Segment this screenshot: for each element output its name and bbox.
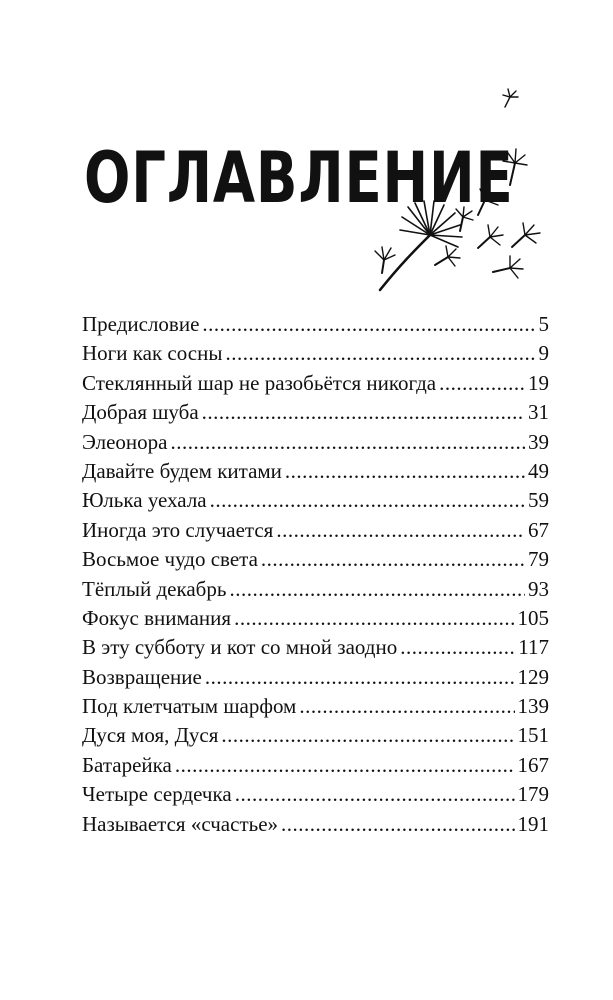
toc-leader-dots xyxy=(202,312,535,337)
toc-entry-page: 19 xyxy=(528,370,549,395)
toc-leader-dots xyxy=(439,371,525,396)
toc-entry-page: 31 xyxy=(528,400,549,425)
toc-entry-page: 67 xyxy=(528,517,549,542)
toc-leader-dots xyxy=(205,665,515,690)
toc-entry[interactable] xyxy=(82,312,549,341)
toc-entry[interactable] xyxy=(82,694,549,723)
toc-entry-title: Юлька уехала xyxy=(82,488,207,513)
toc-entry-title: Фокус внимания xyxy=(82,605,232,630)
toc-entry-page: 191 xyxy=(517,811,549,836)
toc-leader-dots xyxy=(261,547,525,572)
toc-entry-title: Тёплый декабрь xyxy=(82,576,227,601)
toc-entry-title: Ноги как сосны xyxy=(82,341,223,366)
toc-leader-dots xyxy=(234,606,514,631)
toc-entry[interactable] xyxy=(82,753,549,782)
toc-entry-title: Элеонора xyxy=(82,429,168,454)
toc-leader-dots xyxy=(202,400,525,425)
toc-leader-dots xyxy=(170,430,525,455)
toc-entry[interactable] xyxy=(82,430,549,459)
toc-entry-title: Батарейка xyxy=(82,752,172,777)
toc-leader-dots xyxy=(221,723,514,748)
toc-entry[interactable] xyxy=(82,606,549,635)
toc-entry[interactable] xyxy=(82,459,549,488)
toc-entry-title: Восьмое чудо света xyxy=(82,547,258,572)
toc-leader-dots xyxy=(276,518,525,543)
toc-leader-dots xyxy=(299,694,514,719)
toc-entry[interactable] xyxy=(82,371,549,400)
toc-entry-title: Иногда это случается xyxy=(82,517,274,542)
toc-entry[interactable] xyxy=(82,723,549,752)
toc-entry-title: Предисловие xyxy=(82,312,200,336)
toc-entry-page: 39 xyxy=(528,429,549,454)
toc-entry[interactable] xyxy=(82,547,549,576)
toc-entry-page: 139 xyxy=(517,694,549,719)
toc-entry[interactable] xyxy=(82,782,549,811)
toc-leader-dots xyxy=(235,782,515,807)
toc-entry-page: 117 xyxy=(518,635,549,660)
dandelion-seeds-icon xyxy=(360,85,560,295)
toc-leader-dots xyxy=(229,577,525,602)
toc-entry-page: 79 xyxy=(528,547,549,572)
toc-entry-page: 179 xyxy=(517,782,549,807)
toc-entry-title: Под клетчатым шарфом xyxy=(82,694,297,719)
toc-entry-page: 129 xyxy=(517,664,549,689)
toc-entry-page: 167 xyxy=(517,752,549,777)
toc-entry-title: Давайте будем китами xyxy=(82,458,282,483)
toc-entry-title: Четыре сердечка xyxy=(82,782,232,807)
toc-entry[interactable] xyxy=(82,488,549,517)
toc-leader-dots xyxy=(281,812,514,837)
toc-entry-page: 49 xyxy=(528,458,549,483)
toc-entry-title: Возвращение xyxy=(82,664,202,689)
toc-entry-page: 151 xyxy=(517,723,549,748)
toc-leader-dots xyxy=(210,488,525,513)
toc-entry-page: 105 xyxy=(517,605,549,630)
toc-entry-page: 5 xyxy=(538,312,549,336)
toc-entry-page: 59 xyxy=(528,488,549,513)
toc-entry-page: 9 xyxy=(538,341,549,366)
toc-entry-title: Называется «счастье» xyxy=(82,811,279,836)
toc-leader-dots xyxy=(285,459,525,484)
toc-entry-page: 93 xyxy=(528,576,549,601)
toc-entry-title: Стеклянный шар не разобьётся никогда xyxy=(82,370,437,395)
toc-entry[interactable] xyxy=(82,812,549,841)
toc-entry[interactable] xyxy=(82,341,549,370)
table-of-contents xyxy=(82,312,549,841)
toc-entry[interactable] xyxy=(82,577,549,606)
toc-entry-title: Дуся моя, Дуся xyxy=(82,723,219,748)
toc-entry[interactable] xyxy=(82,518,549,547)
toc-leader-dots xyxy=(400,635,515,660)
page-title: ОГЛАВЛЕНИЕ xyxy=(84,136,514,219)
toc-entry[interactable] xyxy=(82,635,549,664)
toc-leader-dots xyxy=(225,341,535,366)
toc-entry-title: В эту субботу и кот со мной заодно xyxy=(82,635,398,660)
toc-entry-title: Добрая шуба xyxy=(82,400,199,425)
toc-leader-dots xyxy=(175,753,515,778)
toc-entry[interactable] xyxy=(82,400,549,429)
toc-entry[interactable] xyxy=(82,665,549,694)
